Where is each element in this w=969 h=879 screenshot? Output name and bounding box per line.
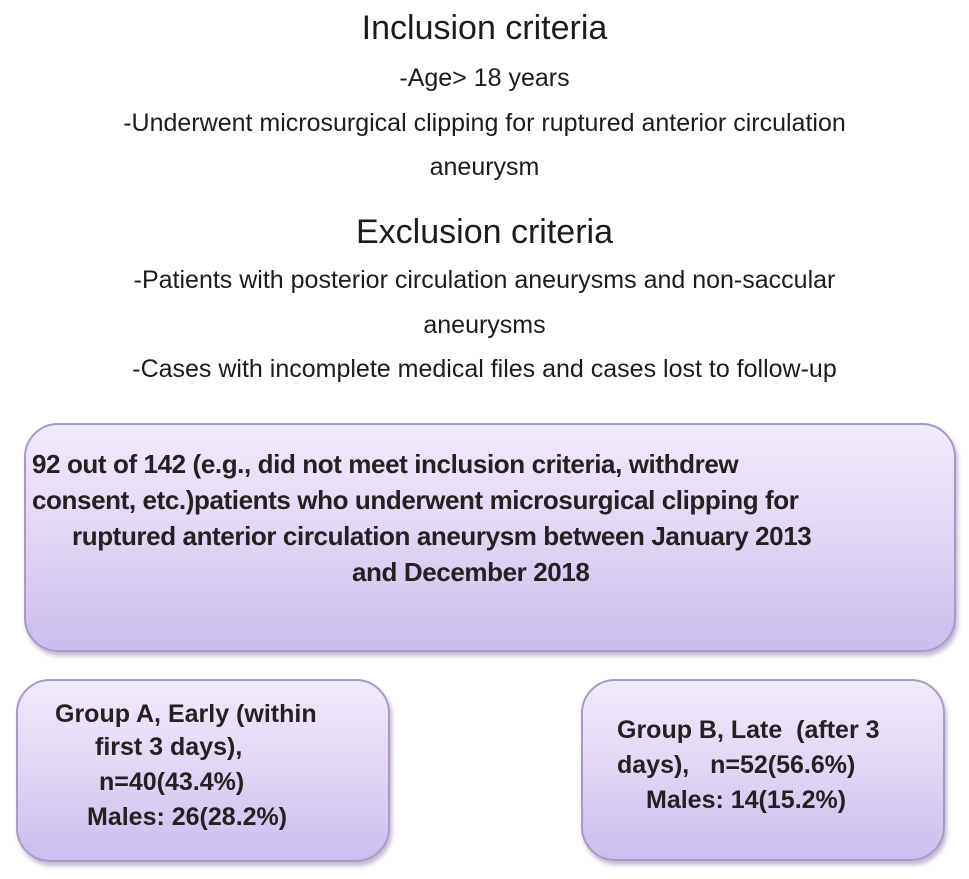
inclusion-item-age: -Age> 18 years	[399, 64, 570, 92]
enrollment-line-3: ruptured anterior circulation aneurysm between January 2013	[72, 521, 812, 551]
group-b-line-2: days), n=52(56.6%)	[617, 751, 856, 779]
inclusion-criteria-heading: Inclusion criteria	[361, 9, 608, 47]
enrollment-line-2: consent, etc.)patients who underwent microsurgical clipping for	[32, 485, 799, 515]
exclusion-criteria-heading: Exclusion criteria	[356, 213, 613, 251]
group-a-line-3: n=40(43.4%)	[99, 768, 245, 796]
group-a-line-4: Males: 26(28.2%)	[87, 803, 288, 831]
group-b-line-3: Males: 14(15.2%)	[646, 786, 847, 814]
group-a-line-1: Group A, Early (within	[55, 700, 317, 728]
enrollment-line-4: and December 2018	[352, 557, 590, 587]
group-b-line-1: Group B, Late (after 3	[617, 716, 880, 744]
group-a-box	[16, 679, 390, 862]
group-b-box	[581, 679, 945, 861]
exclusion-item-posterior-cont: aneurysms	[423, 311, 546, 339]
enrollment-line-1: 92 out of 142 (e.g., did not meet inclusion criteria, withdrew	[32, 449, 739, 479]
enrollment-box	[24, 423, 956, 652]
exclusion-item-incomplete-files: -Cases with incomplete medical files and cases lost to follow-up	[132, 355, 837, 383]
inclusion-item-clipping-cont: aneurysm	[429, 153, 540, 181]
inclusion-item-clipping: -Underwent microsurgical clipping for ruptured anterior circulation	[123, 109, 846, 137]
group-a-line-2: first 3 days),	[95, 733, 243, 761]
exclusion-item-posterior: -Patients with posterior circulation aneurysms and non-saccular	[133, 266, 836, 294]
